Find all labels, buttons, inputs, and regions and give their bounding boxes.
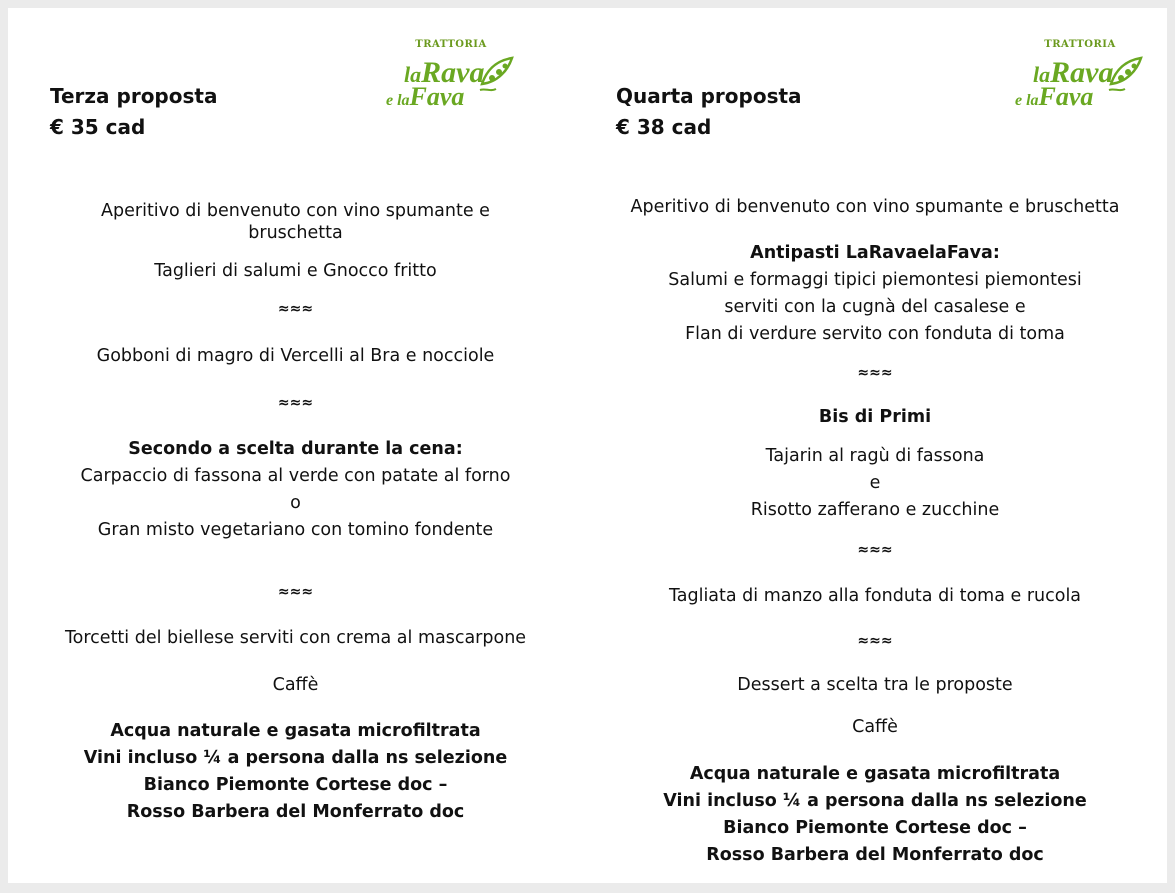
- menu-heading-left: [50, 81, 217, 143]
- menu-drinks-line: Bianco Piemonte Cortese doc –: [143, 775, 448, 795]
- menu-item: Caffè: [852, 717, 898, 737]
- menu-drinks-line: Rosso Barbera del Monferrato doc: [126, 802, 465, 822]
- menu-heading-right: [616, 81, 802, 143]
- menu-drinks-line: Bianco Piemonte Cortese doc –: [723, 818, 1027, 838]
- menu-item: Gobboni di magro di Vercelli al Bra e nocciole: [96, 346, 495, 366]
- menu-separator: ≈≈≈: [277, 301, 314, 317]
- menu-item: e: [869, 473, 881, 493]
- logo-trattoria-label: TRATTORIA: [415, 39, 487, 50]
- menu-drinks-line: Acqua naturale e gasata microfiltrata: [689, 764, 1061, 784]
- menu-price: € 35 cad: [50, 115, 146, 139]
- menu-title: Quarta proposta: [616, 84, 802, 108]
- restaurant-logo: [386, 36, 516, 121]
- menu-section-title: Antipasti LaRavaelaFava:: [750, 243, 1000, 263]
- menu-item: serviti con la cugnà del casalese e: [724, 297, 1026, 317]
- menu-title: Terza proposta: [50, 84, 218, 108]
- menu-item: Salumi e formaggi tipici piemontesi piemontesi: [668, 270, 1082, 290]
- menu-separator: ≈≈≈: [277, 584, 314, 600]
- pea-pod-icon: [1107, 54, 1143, 94]
- menu-item: Torcetti del biellese serviti con crema al mascarpone: [64, 628, 527, 648]
- pea-pod-icon: [478, 54, 514, 94]
- menu-item: bruschetta: [248, 223, 343, 243]
- menu-item: Carpaccio di fassona al verde con patate al forno: [80, 466, 511, 486]
- menu-item: Risotto zafferano e zucchine: [750, 500, 1000, 520]
- menu-page: [8, 8, 1167, 883]
- menu-separator: ≈≈≈: [857, 633, 893, 649]
- logo-trattoria-label: TRATTORIA: [1044, 39, 1116, 50]
- menu-price: € 38 cad: [616, 115, 712, 139]
- menu-item: Aperitivo di benvenuto con vino spumante e: [101, 201, 490, 221]
- restaurant-logo: [1015, 36, 1145, 121]
- menu-section-title: Secondo a scelta durante la cena:: [128, 439, 463, 459]
- menu-separator: ≈≈≈: [857, 365, 893, 381]
- menu-item: Taglieri di salumi e Gnocco fritto: [154, 261, 437, 281]
- menu-item: Dessert a scelta tra le proposte: [737, 675, 1013, 695]
- logo-brand-name: laRava e laFava: [386, 56, 485, 111]
- menu-item: Tajarin al ragù di fassona: [765, 446, 985, 466]
- menu-item: o: [290, 493, 301, 513]
- menu-separator: ≈≈≈: [277, 395, 314, 411]
- menu-drinks-line: Acqua naturale e gasata microfiltrata: [110, 721, 481, 741]
- menu-item: Aperitivo di benvenuto con vino spumante e bruschetta: [630, 197, 1120, 217]
- menu-item: Gran misto vegetariano con tomino fondente: [97, 520, 494, 540]
- menu-item: Tagliata di manzo alla fonduta di toma e rucola: [668, 586, 1082, 606]
- menu-item: Flan di verdure servito con fonduta di toma: [685, 324, 1065, 344]
- menu-section-title: Bis di Primi: [818, 407, 932, 427]
- logo-brand-name: laRava e laFava: [1015, 56, 1114, 111]
- menu-drinks-line: Rosso Barbera del Monferrato doc: [706, 845, 1044, 865]
- menu-left-column: [8, 8, 583, 883]
- menu-item: Caffè: [272, 675, 319, 695]
- menu-drinks-line: Vini incluso ¼ a persona dalla ns selezione: [663, 791, 1087, 811]
- menu-separator: ≈≈≈: [857, 542, 893, 558]
- menu-drinks-line: Vini incluso ¼ a persona dalla ns selezione: [83, 748, 508, 768]
- menu-right-column: [583, 8, 1167, 883]
